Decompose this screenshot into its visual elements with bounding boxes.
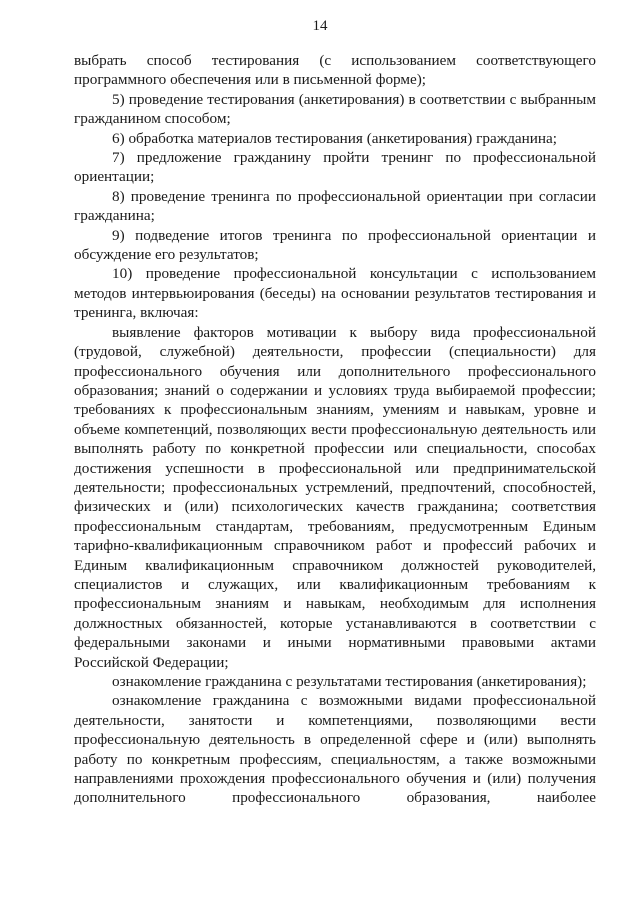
paragraph-item-9: 9) подведение итогов тренинга по профессиональной ориентации и обсуждение его результатов;	[74, 226, 596, 264]
paragraph-item-10: 10) проведение профессиональной консультации с использованием методов интервьюирования (беседы) на основании результатов тестирования и тренинга, включая:	[74, 265, 596, 322]
paragraph-item-8: 8) проведение тренинга по профессиональной ориентации при согласии гражданина;	[74, 187, 596, 225]
paragraph-continuation: выбрать способ тестирования (с использованием соответствующего программного обеспечения или в письменной форме);	[74, 52, 596, 89]
page-number: 14	[312, 18, 328, 34]
paragraph-possible-activities: ознакомление гражданина с возможными видами профессиональной деятельности, занятости и компетенциями, позволяющими вести профессиональную деятельность в определенной сфере и (или) выполнять работу по конкретным профессиям, специальностям, а также возможными направлениями прохождения профессионального обучения и (или) получения дополнительного профессионального образования, наиболее	[74, 692, 596, 807]
paragraph-item-5: 5) проведение тестирования (анкетирования) в соответствии с выбранным гражданином способом;	[74, 90, 596, 128]
paragraph-motivation-factors: выявление факторов мотивации к выбору вида профессиональной (трудовой, служебной) деятельности, профессии (специальности) для профессионального обучения или дополнительного профессионального образования; знаний о содержании и условиях труда выбираемой профессии; требованиях к профессиональным знаниям, умениям и навыкам, уровне и объеме компетенций, позволяющих вести профессиональную деятельность или выполнять работу по конкретной профессии или специальности, способах достижения успешности в профессиональной или предпринимательской деятельности; профессиональных устремлений, предпочтений, способностей, физических и (или) психологических качеств гражданина; соответствия профессиональным стандартам, требованиям, предусмотренным Единым тарифно-квалификационным справочником работ и профессий рабочих и Единым квалификационным справочником должностей руководителей, специалистов и служащих, или квалификационным требованиям к профессиональным знаниям и навыкам, необходимым для исполнения должностных обязанностей, которые устанавливаются в соответствии с федеральными законами и иными нормативными правовыми актами Российской Федерации;	[74, 323, 596, 671]
document-body	[74, 51, 596, 808]
paragraph-item-7: 7) предложение гражданину пройти тренинг по профессиональной ориентации;	[74, 149, 596, 186]
paragraph-item-6: 6) обработка материалов тестирования (анкетирования) гражданина;	[112, 129, 558, 147]
paragraph-test-results: ознакомление гражданина с результатами тестирования (анкетирования);	[112, 673, 587, 690]
